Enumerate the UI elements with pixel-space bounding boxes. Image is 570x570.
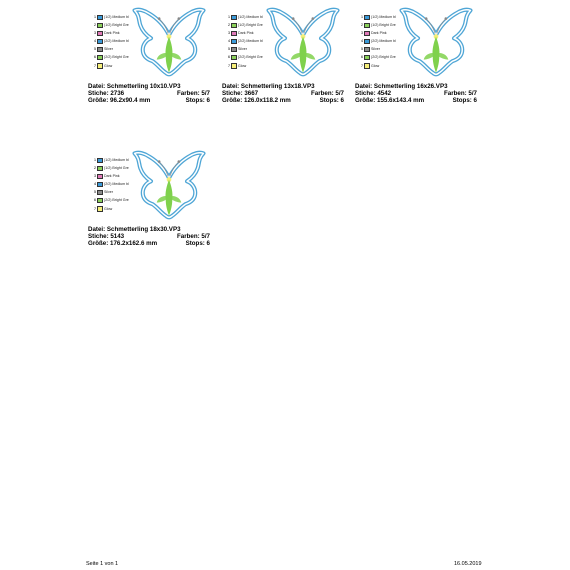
legend-label: (2/2) Bright Gre xyxy=(238,55,263,60)
color-swatch xyxy=(364,63,370,69)
color-swatch xyxy=(97,198,103,204)
legend-label: Glow xyxy=(238,63,247,68)
legend-number: 1 xyxy=(228,15,230,19)
legend-label: (1/2) Bright Gre xyxy=(371,23,396,28)
stitch-count: Stiche: 3667 xyxy=(222,90,259,97)
stitch-count: Stiche: 5143 xyxy=(88,233,125,240)
legend-label: (2/2) Bright Gre xyxy=(371,55,396,60)
color-swatch xyxy=(97,182,103,188)
legend-label: Silver xyxy=(104,190,113,195)
color-swatch xyxy=(97,39,103,45)
design-size: Größe: 96.2x90.4 mm xyxy=(88,97,151,104)
design-card xyxy=(88,7,210,132)
file-name: Datei: Schmetterling 10x10.VP3 xyxy=(88,83,181,90)
legend-number: 7 xyxy=(94,63,96,68)
legend-number: 5 xyxy=(94,190,96,195)
legend-number: 7 xyxy=(361,63,363,68)
butterfly-design-preview xyxy=(262,7,344,81)
legend-number: 3 xyxy=(228,31,230,36)
legend-label: (1/2) Medium bl xyxy=(238,15,263,19)
color-swatch xyxy=(231,23,237,29)
legend-label: Glow xyxy=(104,63,113,68)
legend-label: (2/2) Bright Gre xyxy=(104,55,129,60)
legend-number: 5 xyxy=(228,47,230,52)
legend-number: 6 xyxy=(94,198,96,203)
butterfly-design-preview xyxy=(395,7,477,81)
legend-label: Silver xyxy=(371,47,380,52)
color-swatch xyxy=(97,15,103,21)
design-card xyxy=(355,7,477,132)
color-swatch xyxy=(97,158,103,164)
color-count: Farben: 5/7 xyxy=(176,233,210,240)
color-swatch xyxy=(97,166,103,172)
legend-number: 4 xyxy=(228,39,230,44)
legend-label: (1/2) Medium bl xyxy=(104,15,129,19)
legend-number: 1 xyxy=(94,15,96,19)
legend-number: 7 xyxy=(228,63,230,68)
legend-number: 5 xyxy=(361,47,363,52)
butterfly-design-preview xyxy=(128,7,210,81)
color-swatch xyxy=(97,63,103,69)
legend-label: (1/2) Bright Gre xyxy=(104,23,129,28)
color-swatch xyxy=(364,23,370,29)
legend-label: Silver xyxy=(104,47,113,52)
design-size: Größe: 126.0x118.2 mm xyxy=(222,97,291,104)
color-swatch xyxy=(231,55,237,61)
color-swatch xyxy=(364,55,370,61)
color-swatch xyxy=(97,190,103,196)
legend-number: 1 xyxy=(94,158,96,162)
color-swatch xyxy=(231,63,237,69)
legend-number: 4 xyxy=(94,39,96,44)
legend-number: 3 xyxy=(361,31,363,36)
color-swatch xyxy=(364,15,370,21)
page-indicator: Seite 1 von 1 xyxy=(86,561,119,567)
legend-label: (2/2) Medium bl xyxy=(238,39,263,44)
color-count: Farben: 5/7 xyxy=(310,90,344,97)
legend-number: 6 xyxy=(228,55,230,60)
legend-label: (1/2) Medium bl xyxy=(104,158,129,162)
legend-number: 3 xyxy=(94,31,96,36)
legend-number: 6 xyxy=(361,55,363,60)
legend-label: Dark Pink xyxy=(104,174,120,179)
color-swatch xyxy=(97,23,103,29)
legend-label: Dark Pink xyxy=(371,31,387,36)
print-date: 16.05.2019 xyxy=(454,561,482,567)
color-count: Farben: 5/7 xyxy=(176,90,210,97)
legend-label: Glow xyxy=(104,206,113,211)
file-name: Datei: Schmetterling 16x26.VP3 xyxy=(355,83,448,90)
design-size: Größe: 176.2x162.6 mm xyxy=(88,240,158,247)
stop-count: Stops: 6 xyxy=(452,97,477,104)
file-name: Datei: Schmetterling 13x18.VP3 xyxy=(222,83,315,90)
design-info xyxy=(355,83,477,104)
butterfly-design-preview xyxy=(128,150,210,224)
legend-label: (1/2) Bright Gre xyxy=(238,23,263,28)
legend-number: 5 xyxy=(94,47,96,52)
legend-number: 3 xyxy=(94,174,96,179)
color-swatch xyxy=(97,47,103,53)
color-count: Farben: 5/7 xyxy=(443,90,477,97)
color-swatch xyxy=(97,174,103,180)
legend-number: 1 xyxy=(361,15,363,19)
stop-count: Stops: 6 xyxy=(185,240,210,247)
design-info xyxy=(88,83,210,104)
legend-number: 6 xyxy=(94,55,96,60)
legend-label: (1/2) Medium bl xyxy=(371,15,396,19)
design-card xyxy=(222,7,344,132)
legend-label: Silver xyxy=(238,47,247,52)
legend-label: Dark Pink xyxy=(238,31,254,36)
color-swatch xyxy=(97,31,103,37)
legend-number: 2 xyxy=(94,166,96,171)
legend-label: (2/2) Bright Gre xyxy=(104,198,129,203)
legend-label: Glow xyxy=(371,63,380,68)
legend-number: 2 xyxy=(94,23,96,28)
legend-label: Dark Pink xyxy=(104,31,120,36)
legend-number: 2 xyxy=(361,23,363,28)
legend-number: 4 xyxy=(361,39,363,44)
legend-number: 4 xyxy=(94,182,96,187)
color-swatch xyxy=(231,15,237,21)
design-card xyxy=(88,150,210,275)
stop-count: Stops: 6 xyxy=(185,97,210,104)
color-swatch xyxy=(231,39,237,45)
legend-label: (1/2) Bright Gre xyxy=(104,166,129,171)
color-swatch xyxy=(364,39,370,45)
stitch-count: Stiche: 2736 xyxy=(88,90,125,97)
design-size: Größe: 155.6x143.4 mm xyxy=(355,97,425,104)
design-info xyxy=(222,83,344,104)
legend-label: (2/2) Medium bl xyxy=(104,39,129,44)
color-swatch xyxy=(97,206,103,212)
legend-label: (2/2) Medium bl xyxy=(104,182,129,187)
color-swatch xyxy=(97,55,103,61)
color-swatch xyxy=(364,47,370,53)
color-swatch xyxy=(364,31,370,37)
legend-label: (2/2) Medium bl xyxy=(371,39,396,44)
file-name: Datei: Schmetterling 18x30.VP3 xyxy=(88,226,181,233)
stop-count: Stops: 6 xyxy=(319,97,344,104)
stitch-count: Stiche: 4542 xyxy=(355,90,392,97)
color-swatch xyxy=(231,31,237,37)
legend-number: 2 xyxy=(228,23,230,28)
color-swatch xyxy=(231,47,237,53)
legend-number: 7 xyxy=(94,206,96,211)
design-info xyxy=(88,226,210,247)
